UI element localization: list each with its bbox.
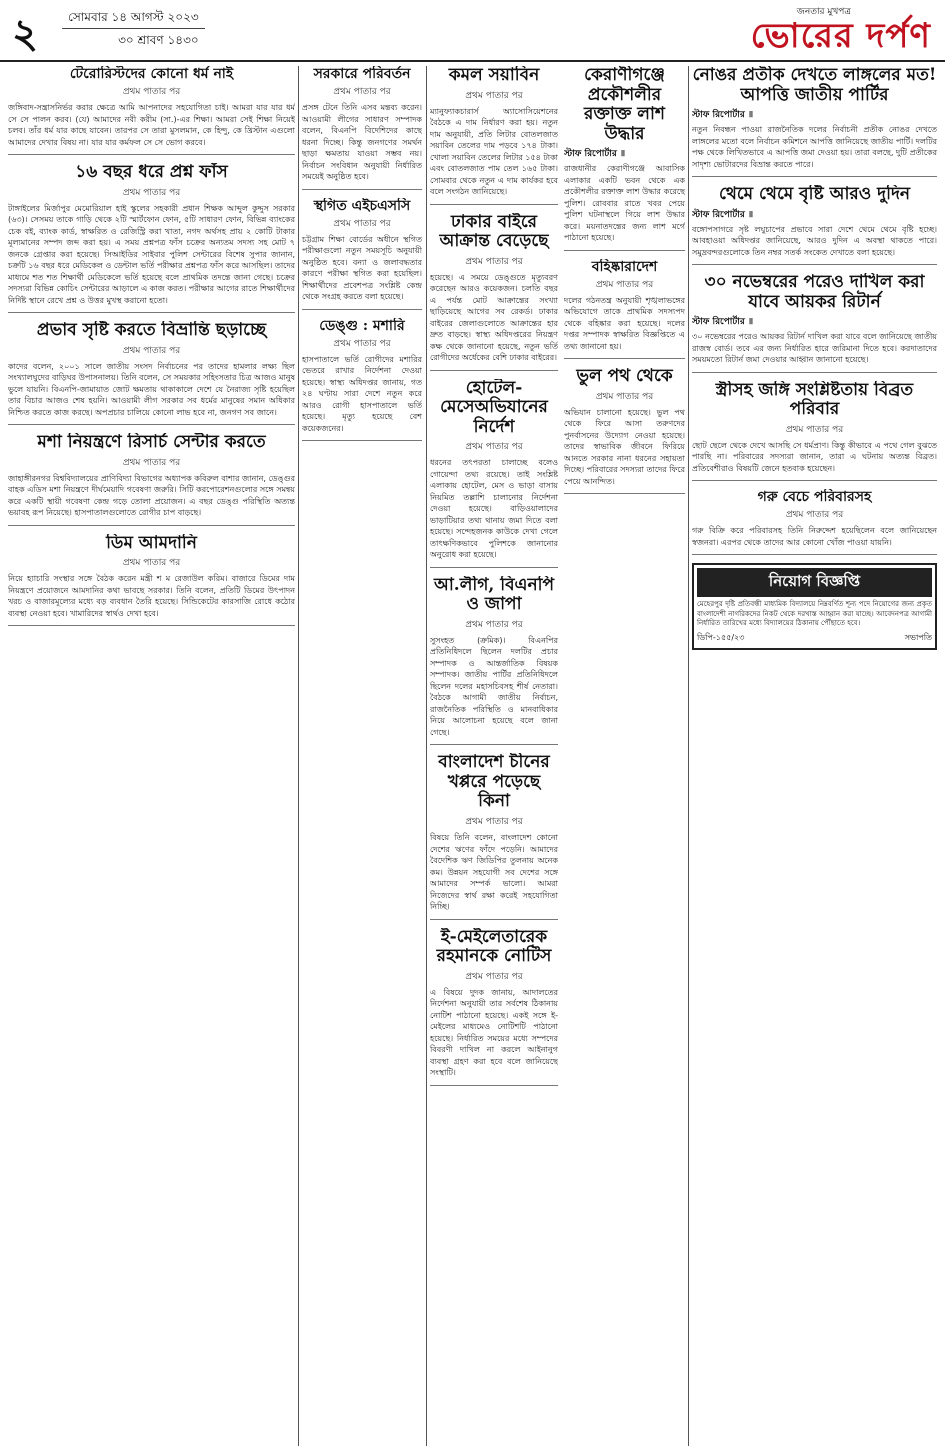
article-body: দলের গঠনতন্ত্র অনুযায়ী শৃঙ্খলাভঙ্গের অভিযোগে তাকে প্রাথমিক সদস্যপদ থেকে বহিষ্কার করা হয়েছে। দলের দপ্তর সম্পাদক স্বাক্ষরিত বিজ্ঞপ্তিতে এ তথ্য জানানো হয়।: [564, 295, 685, 351]
continued-note: প্রথম পাতার পর: [465, 619, 523, 630]
continued-note: প্রথম পাতার পর: [595, 279, 654, 290]
headline: ডিম আমদানি: [106, 533, 197, 553]
article-body: জঙ্গিবাদ-সন্ত্রাসনির্ভর করার ক্ষেত্রে আমি আপনাদের সহযোগিতা চাই। আমরা যার যার ধর্ম সে সে পালন করব। (যে) আমাদের নবী করীম (সা.)-এর শিক্ষা। আমরা সেই শিক্ষা নিয়েই চলব। তাঁর ধর্ম যার কাছে যাবেন। তারপর সে তারা মুসলমান, কে হিন্দু, কে খ্রিস্টান এগুলো আমাদের দেখার বিষয় না। যার যার কর্মফল সে সে ভোগ করবে।: [8, 103, 295, 147]
headline: হোটেল-মেসেঅভিযানের নির্দেশ: [440, 378, 548, 437]
headline: স্ত্রীসহ জঙ্গি সংশ্লিষ্টতায় বিব্রত পরিবার: [715, 380, 914, 420]
news-article: [302, 198, 422, 310]
continued-note: প্রথম পাতার পর: [122, 558, 181, 569]
article-body: সুসংহত (ক্রমিক)। বিএনপির প্রতিনিধিদলে ছিলেন দলটির প্রচার সম্পাদক ও আন্তর্জাতিক বিষয়ক সম্পাদক। জাতীয় পার্টির প্রতিনিধিদলে ছিলেন দলের মহাসচিবসহ শীর্ষ নেতারা। বৈঠকে আগামী জাতীয় নির্বাচন, রাজনৈতিক পরিস্থিতি ও মানবাধিকার নিয়ে আলোচনা হয়েছে বলে জানা গেছে।: [430, 635, 558, 737]
news-article: [692, 273, 937, 373]
column-1: [8, 66, 295, 1446]
column-3-right: [564, 66, 685, 1446]
article-body: ছোট ছেলে থেকে দেখে আসছি সে ধর্মপ্রাণ। কিন্তু কীভাবে এ পথে গেল বুঝতে পারছি না। পরিবারের সদস্যরা জানান, তারা এ ঘটনায় অত্যন্ত বিব্রত। প্রতিবেশীরাও বিষয়টি জেনে হতবাক হয়েছেন।: [692, 440, 937, 473]
headline: সরকারে পরিবর্তন: [313, 66, 411, 82]
news-article: [692, 381, 937, 482]
date-block: [62, 6, 205, 51]
column-divider: [688, 66, 689, 1446]
article-body: বিষয়ে তিনি বলেন, বাংলাদেশ কোনো দেশের ঋণের ফাঁদে পড়েনি। আমাদের বৈদেশিক ঋণ জিডিপির তুলনায় অনেক কম। উন্নয়ন সহযোগী সব দেশের সঙ্গে আমাদের সম্পর্ক ভালো। আমরা নিজেদের স্বার্থ রক্ষা করেই সহযোগিতা নিচ্ছি।: [430, 833, 558, 912]
news-article: [430, 66, 558, 205]
reporter-byline: স্টাফ রিপোর্টার ॥: [692, 209, 754, 220]
headline: গরু বেচে পরিবারসহ: [757, 489, 872, 506]
article-body: কাদের বলেন, ২০০১ সালে জাতীয় সংসদ নির্বাচনের পর তাদের হামলার লক্ষ্য ছিল সংখ্যালঘুদের বাড়িঘর উপাসনালয়। তিনি বলেন, সে সময়কার সহিংসতার চিত্র আজও মানুষ ভুলে যায়নি। বিএনপি-জামায়াত জোট ক্ষমতায় থাকাকালে দেশে যে নৈরাজ্য সৃষ্টি হয়েছিল তার বিচার আজও শেষ হয়নি। আওয়ামী লীগ সরকার সব ধর্মের মানুষের সমান অধিকার নিশ্চিত করতে কাজ করছে। অপপ্রচার চালিয়ে কোনো লাভ হবে না, জনগণ সব জানে।: [8, 361, 295, 417]
headline: বাংলাদেশ চীনের খপ্পরে পড়েছে কিনা: [438, 753, 550, 812]
news-article: [430, 576, 558, 746]
news-article: [8, 321, 295, 425]
news-article: [8, 433, 295, 526]
news-article: [8, 163, 295, 313]
article-body: অভিযান চালানো হয়েছে। ভুল পথ থেকে ফিরে আসা তরুণদের পুনর্বাসনের উদ্যোগ নেওয়া হয়েছে। তাদের স্বাভাবিক জীবনে ফিরিয়ে আনতে সরকার নানা ধরনের সহায়তা দিচ্ছে। পরিবারের সদস্যরা তাদের ফিরে পেয়ে আনন্দিত।: [564, 407, 685, 486]
newspaper-logo: ভোরের দর্পণ: [750, 16, 931, 56]
article-body: ম্যানুফ্যাকচারার্স অ্যাসোসিয়েশনের বৈঠকে এ দাম নির্ধারণ করা হয়। নতুন দাম অনুযায়ী, প্রতি লিটার বোতলজাত সয়াবিন তেলের দাম পড়বে ১৭৪ টাকা। খোলা সয়াবিন তেলের লিটার ১৫৪ টাকা এবং বোতলজাত পাম তেল ১৬৫ টাকা। সোমবার থেকে নতুন এ দাম কার্যকর হবে বলে সংগঠন জানিয়েছে।: [430, 106, 558, 197]
masthead-tagline: জনতার মুখপত্র: [796, 7, 851, 17]
continued-note: প্রথম পাতার পর: [333, 87, 391, 98]
ad-body: মেহেরপুর দৃষ্টি প্রতিবন্ধী মাধ্যমিক বিদ্যালয়ে নিম্নবর্ণিত শূন্য পদে নিয়োগের জন্য প্রকৃত বাংলাদেশী নাগরিকদের নিকট থেকে দরখাস্ত আহ্বান করা যাচ্ছে। আবেদনপত্র আগামী নির্ধারিত তারিখের মধ্যে বিদ্যালয়ের ঠিকানায় পৌঁছাতে হবে।: [697, 600, 932, 628]
column-4-articles: [692, 66, 937, 555]
news-article: [430, 213, 558, 371]
news-article: [430, 753, 558, 919]
article-body: চট্টগ্রাম শিক্ষা বোর্ডের অধীনে স্থগিত পরীক্ষাগুলো নতুন সময়সূচি অনুযায়ী অনুষ্ঠিত হবে। বন্যা ও জলাবদ্ধতার কারণে পরীক্ষা স্থগিত করা হয়েছিল। শিক্ষার্থীদের প্রবেশপত্র সংশ্লিষ্ট কেন্দ্র থেকে সংগ্রহ করতে বলা হয়েছে।: [302, 234, 422, 302]
continued-note: প্রথম পাতার পর: [333, 338, 391, 349]
continued-note: প্রথম পাতার পর: [122, 87, 181, 98]
article-body: হাসপাতালে ভর্তি রোগীদের মশারির ভেতরে রাখার নির্দেশনা দেওয়া হয়েছে। স্বাস্থ্য অধিদপ্তর জানায়, গত ২৪ ঘণ্টায় সারা দেশে নতুন করে আরও রোগী হাসপাতালে ভর্তি হয়েছে। মৃত্যু হয়েছে বেশ কয়েকজনের।: [302, 354, 422, 433]
article-body: রাজধানীর কেরাণীগঞ্জে আবাসিক এলাকার একটি ভবন থেকে এক প্রকৌশলীর রক্তাক্ত লাশ উদ্ধার করেছে পুলিশ। রোববার রাতে খবর পেয়ে পুলিশ ঘটনাস্থলে গিয়ে লাশ উদ্ধার করে। ময়নাতদন্তের জন্য লাশ মর্গে পাঠানো হয়েছে।: [564, 164, 685, 243]
reporter-byline: স্টাফ রিপোর্টার ॥: [692, 110, 754, 121]
column-2: [302, 66, 422, 1446]
continued-note: প্রথম পাতার পর: [465, 971, 523, 982]
article-body: গরু বিক্রি করে পরিবারসহ তিনি নিরুদ্দেশ হয়েছিলেন বলে জানিয়েছেন স্বজনরা। এরপর থেকে তাদের আর কোনো খোঁজ পাওয়া যায়নি।: [692, 526, 937, 547]
news-article: [564, 259, 685, 360]
news-article: [430, 379, 558, 568]
ad-code: ডিপি-১৫৫/২৩: [697, 632, 745, 642]
continued-note: প্রথম পাতার পর: [595, 391, 654, 402]
headline: প্রভাব সৃষ্টি করতে বিভ্রান্তি ছড়াচ্ছে: [36, 321, 267, 341]
article-body: বঙ্গোপসাগরে সৃষ্ট লঘুচাপের প্রভাবে সারা দেশে থেমে থেমে বৃষ্টি হচ্ছে। আবহাওয়া অধিদপ্তর জানিয়েছে, আরও দুদিন এ অবস্থা থাকতে পারে। সমুদ্রবন্দরগুলোকে তিন নম্বর সতর্ক সংকেত দেখাতে বলা হয়েছে।: [692, 224, 937, 257]
article-body: এ বিষয়ে দুদক জানায়, আদালতের নির্দেশনা অনুযায়ী তার সর্বশেষ ঠিকানায় নোটিশ পাঠানো হয়েছে। একই সঙ্গে ই-মেইলের মাধ্যমেও নোটিশটি পাঠানো হয়েছে। নির্ধারিত সময়ের মধ্যে সম্পদের বিবরণী দাখিল না করলে আইনানুগ ব্যবস্থা গ্রহণ করা হবে বলে জানিয়েছে সংস্থাটি।: [430, 987, 558, 1078]
article-body: নতুন নিবন্ধন পাওয়া রাজনৈতিক দলের নির্বাচনী প্রতীক নোঙর দেখতে লাঙ্গলের মতো বলে নির্বাচন কমিশনে আপত্তি জানিয়েছে জাতীয় পার্টি। দলটির পক্ষ থেকে লিখিতভাবে এ আপত্তি জমা দেওয়া হয়। তারা বলছে, দুটি প্রতীকের সাদৃশ্য ভোটারদের বিভ্রান্ত করতে পারে।: [692, 125, 937, 169]
headline: ডেঙ্গু : মশারি: [319, 317, 405, 334]
news-article: [692, 489, 937, 555]
news-article: [692, 185, 937, 265]
continued-note: প্রথম পাতার পর: [122, 187, 181, 198]
continued-note: প্রথম পাতার পর: [465, 90, 523, 101]
column-divider: [298, 66, 299, 1446]
headline: কমল সয়াবিন: [448, 66, 540, 85]
news-article: [8, 534, 295, 627]
news-article: [564, 66, 685, 251]
page-header: [0, 0, 945, 62]
news-article: [430, 928, 558, 1086]
headline: ঢাকার বাইরে আক্রান্ত বেড়েছে: [439, 212, 549, 252]
continued-note: প্রথম পাতার পর: [785, 510, 844, 521]
continued-note: প্রথম পাতার পর: [465, 256, 523, 267]
job-advertisement: [692, 563, 937, 650]
article-body: নিয়ে হ্যাচারি সংস্থার সঙ্গে বৈঠক করেন মন্ত্রী শ ম রেজাউল করিম। বাজারে ডিমের দাম নিয়ন্ত্রণে প্রয়োজনে আমদানির কথা ভাবছে সরকার। তিনি বলেন, প্রতিটি ডিমের উৎপাদন খরচ ও বাজারমূল্যের মধ্যে বড় ব্যবধান তৈরি হয়েছে। সিন্ডিকেটের কারসাজি রোধে কঠোর ব্যবস্থা নেওয়া হবে। খামারিদের স্বার্থও দেখা হবে।: [8, 574, 295, 618]
headline: ভুল পথ থেকে: [576, 367, 673, 387]
reporter-byline: স্টাফ রিপোর্টার ॥: [564, 149, 626, 160]
ad-signature: সভাপতি: [904, 632, 932, 642]
article-body: জাহাঙ্গীরনগর বিশ্ববিদ্যালয়ের প্রাণিবিদ্যা বিভাগের অধ্যাপক কবিরুল বাশার জানান, ডেঙ্গুর বাহক এডিস মশা নিয়ন্ত্রণে দীর্ঘমেয়াদি গবেষণা জরুরি। সিটি করপোরেশনগুলোর সঙ্গে সমন্বয় করে একটি স্থায়ী গবেষণা কেন্দ্র গড়ে তোলা প্রয়োজন। এ বছর ডেঙ্গু পরিস্থিতি অত্যন্ত ভয়াবহ রূপ নিয়েছে। হাসপাতালগুলোতে রোগীর চাপ বাড়ছে।: [8, 473, 295, 518]
masthead: [750, 4, 931, 56]
ad-footer: [697, 632, 932, 645]
news-article: [564, 367, 685, 494]
headline: ১৬ বছর ধরে প্রশ্ন ফাঁস: [75, 163, 228, 183]
headline: স্থগিত এইচএসসি: [313, 197, 411, 214]
headline: বহিষ্কারাদেশ: [591, 258, 658, 275]
continued-note: প্রথম পাতার পর: [465, 442, 523, 453]
news-article: [8, 66, 295, 155]
column-3-left: [430, 66, 558, 1446]
headline: আ.লীগ, বিএনপি ও জাপা: [433, 575, 555, 615]
continued-note: প্রথম পাতার পর: [333, 218, 391, 229]
ad-title: নিয়োগ বিজ্ঞপ্তি: [697, 568, 932, 597]
headline: কেরাণীগঞ্জে প্রকৌশলীর রক্তাক্ত লাশ উদ্ধার: [584, 66, 665, 144]
news-article: [302, 66, 422, 190]
page-number: ২: [12, 10, 39, 57]
article-body: হয়েছে। এ সময়ে ডেঙ্গুতে মৃত্যুবরণ করেছেন আরও কয়েকজন। চলতি বছর এ পর্যন্ত মোট আক্রান্তের সংখ্যা ছাড়িয়েছে আগের সব রেকর্ড। ঢাকার বাইরের জেলাগুলোতে আক্রান্তের হার দ্রুত বাড়ছে। স্বাস্থ্য অধিদপ্তরের নিয়ন্ত্রণ কক্ষ থেকে জানানো হয়েছে, নতুন ভর্তি রোগীদের অর্ধেকের বেশি ঢাকার বাইরের।: [430, 272, 558, 363]
column-divider: [426, 66, 427, 1446]
date-bengali: ৩০ শ্রাবণ ১৪৩০: [118, 33, 199, 47]
continued-note: প্রথম পাতার পর: [122, 345, 181, 356]
column-3: [430, 66, 685, 1446]
continued-note: প্রথম পাতার পর: [465, 817, 523, 828]
headline: টেরোরিস্টদের কোনো ধর্ম নাই: [69, 66, 234, 82]
headline: ৩০ নভেম্বরের পরেও দাখিল করা যাবে আয়কর রিটার্ন: [704, 273, 925, 312]
article-body: প্রসঙ্গ টেনে তিনি এসব মন্তব্য করেন। আওয়ামী লীগের সাধারণ সম্পাদক বলেন, বিএনপি বিদেশিদের কাছে ধরনা দিচ্ছে। কিন্তু জনগণের সমর্থন ছাড়া ক্ষমতায় যাওয়া সম্ভব নয়। নির্বাচন সংবিধান অনুযায়ী নির্ধারিত সময়েই অনুষ্ঠিত হবে।: [302, 103, 422, 182]
continued-note: প্রথম পাতার পর: [122, 457, 181, 468]
headline: মশা নিয়ন্ত্রণে রিসার্চ সেন্টার করতে: [37, 433, 266, 453]
article-body: টাঙ্গাইলের মির্জাপুর মেমোরিয়াল হাই স্কুলের সহকারী প্রধান শিক্ষক আব্দুল কুদ্দুস সরকার (৬৩)। সেসময় তাকে গাড়ি থেকে ২টি স্মার্টফোন ফোন, ৫টি সাধারণ ফোন, বিভিন্ন ব্যাংকের চেক বই, ব্যাংক কার্ড, স্বাক্ষরিত ও রেজিস্ট্রি করা খাতা, নগদ অর্থসহ প্রায় ২ কোটি টাকার মূল্যমানের সম্পদ জব্দ করা হয়। এ সময় প্রশ্নপত্র ফাঁস চক্রের অন্যতম সদস্য সহ মোট ৭ জনকে গ্রেপ্তার করা হয়েছে। সিআইডির সাইবার পুলিশ সেন্টারের বিশেষ সুপার জানান, চক্রটি ১৬ বছর ধরে মেডিকেল ও ডেন্টাল ভর্তি পরীক্ষার প্রশ্নপত্র ফাঁস করে আসছিল। তাদের মাধ্যমে শত শত শিক্ষার্থী মেডিকেলে ভর্তি হয়েছে বলে প্রাথমিক তদন্তে জানা গেছে। চক্রের সদস্যরা বিভিন্ন কোচিং সেন্টারের আড়ালে এ কাজ করত। পরীক্ষার আগের রাতে শিক্ষার্থীদের নির্দিষ্ট স্থানে রেখে প্রশ্ন ও উত্তর মুখস্থ করানো হতো।: [8, 203, 295, 305]
news-article: [692, 66, 937, 177]
headline: ই-মেইলেতারেক রহমানকে নোটিস: [436, 927, 552, 967]
article-body: ধরনের তৎপরতা চালাচ্ছে বলেও গোয়েন্দা তথ্য রয়েছে। তাই সংশ্লিষ্ট এলাকায় হোটেল, মেস ও ভাড়া বাসায় নিয়মিত তল্লাশি চালানোর নির্দেশনা দেওয়া হয়েছে। বাড়িওয়ালাদের ভাড়াটিয়ার তথ্য থানায় জমা দিতে বলা হয়েছে। সন্দেহজনক কাউকে দেখা গেলে তাৎক্ষণিকভাবে পুলিশকে জানানোর অনুরোধ করা হয়েছে।: [430, 458, 558, 560]
headline: থেমে থেমে বৃষ্টি আরও দুদিন: [718, 185, 911, 205]
headline: নোঙর প্রতীক দেখতে লাঙ্গলের মত! আপত্তি জাতীয় পার্টির: [692, 66, 937, 105]
reporter-byline: স্টাফ রিপোর্টার ॥: [692, 317, 754, 328]
date-gregorian: সোমবার ১৪ আগস্ট ২০২৩: [62, 6, 205, 29]
news-article: [302, 318, 422, 442]
continued-note: প্রথম পাতার পর: [785, 424, 844, 435]
article-body: ৩০ নভেম্বরের পরেও আয়কর রিটার্ন দাখিল করা যাবে বলে জানিয়েছে জাতীয় রাজস্ব বোর্ড। তবে এর জন্য নির্ধারিত হারে জরিমানা দিতে হবে। করদাতাদের সময়মতো রিটার্ন জমা দেওয়ার আহ্বান জানানো হয়েছে।: [692, 332, 937, 365]
column-4: [692, 66, 937, 1446]
